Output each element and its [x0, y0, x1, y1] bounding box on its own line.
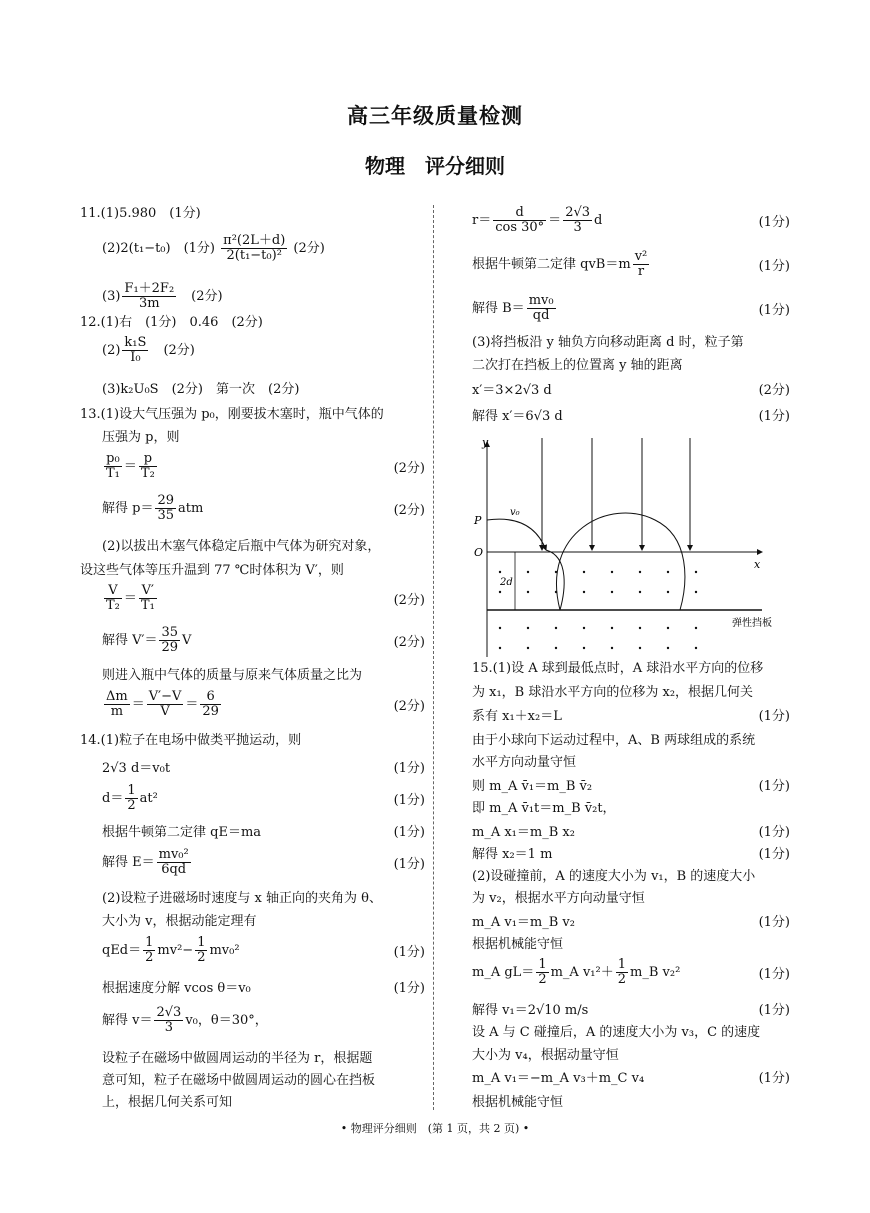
- q11-3-fraction: $\frac{\text{F₁＋2F₂}}{3m}$: [124, 281, 175, 311]
- q12-part3: (3)k₂U₀S (2分) 第一次 (2分): [102, 382, 300, 397]
- score: (1分): [393, 793, 425, 808]
- p-label: P: [474, 514, 482, 527]
- q11-part2: [80, 234, 425, 263]
- q11-fraction: $\frac{\text{π²(2L＋d)}}{\text{2(t₁−t₀)²}}$: [223, 233, 286, 263]
- q13-line-d: 设这些气体等压升温到 77 ℃时体积为 V′，则: [80, 563, 344, 578]
- origin-label: O: [474, 546, 484, 559]
- score: (1分): [758, 825, 790, 840]
- q14-eq1: 2√3 d＝v₀t (1分): [102, 761, 425, 776]
- 2d-label: 2d: [500, 577, 513, 588]
- plate-label: 弹性挡板: [732, 618, 772, 629]
- q13-eq3: $\frac{V}{\text{T₂}}$ ＝ $\frac{V'}{\text{T₁}}$ (2分): [106, 583, 425, 613]
- q14-eq3: 根据牛顿第二定律 qE＝ma (1分): [102, 825, 425, 840]
- q14-eq2: d＝ $\frac{1}{2}$ at² (1分): [102, 783, 425, 813]
- score: (1分): [393, 825, 425, 840]
- r-line4a: (3)将挡板沿 y 轴负方向移动距离 d 时，粒子第: [472, 335, 744, 350]
- r-line4b: 二次打在挡板上的位置离 y 轴的距离: [472, 358, 683, 373]
- q15-line-s: 根据机械能守恒: [472, 1095, 564, 1110]
- q13-line-b: 压强为 p，则: [102, 430, 180, 445]
- score: (1分): [393, 857, 425, 872]
- y-label: y: [482, 436, 489, 449]
- q14-line-a: 14.(1)粒子在电场中做类平抛运动，则: [80, 733, 302, 748]
- q15-line-m: 根据机械能守恒: [472, 937, 564, 952]
- q14-line-f: 上，根据几何关系可知: [102, 1095, 233, 1110]
- score: (1分): [758, 709, 790, 724]
- q13-eq2: 解得 p＝ $\frac{29}{35}$ atm (2分): [102, 493, 425, 523]
- q14-eq4: 解得 E＝ $\frac{\text{mv₀²}}{6qd}$ (1分): [102, 847, 425, 877]
- score: (2分): [758, 383, 790, 398]
- q13-eq5: $\frac{\Delta m}{m}$ ＝ $\frac{V'-V}{V}$ ＝ $\frac{6}{29}$ (2分): [106, 689, 425, 719]
- column-divider: [433, 205, 434, 1110]
- score: (2分): [393, 635, 425, 650]
- arc-segment: [546, 550, 564, 610]
- score: (2分): [393, 593, 425, 608]
- score: (1分): [758, 1071, 790, 1086]
- q14-line-b: (2)设粒子进磁场时速度与 x 轴正向的夹角为 θ、: [102, 891, 382, 906]
- r-eq6: 解得 x′＝6√3 d (1分): [472, 409, 790, 424]
- score: (1分): [758, 409, 790, 424]
- q14-eq6: 根据速度分解 vcos θ＝v₀ (1分): [102, 981, 425, 996]
- score: (1分): [758, 967, 790, 982]
- q15-line-k: 为 v₂，根据水平方向动量守恒: [472, 891, 645, 906]
- score: (2分): [163, 343, 195, 358]
- r-eq5: x′＝3×2√3 d (2分): [472, 383, 790, 398]
- r-eq2: 根据牛顿第二定律 qvB＝m $\frac{\text{v²}}{r}$ (1分): [472, 249, 790, 279]
- x-label: x: [754, 558, 761, 571]
- q14-eq5: qEd＝ $\frac{1}{2}$ mv²− $\frac{1}{2}$ mv₀² (1分): [102, 935, 425, 965]
- q15-line-l: m_A v₁＝m_B v₂ (1分): [472, 915, 790, 930]
- score: (1分): [758, 259, 790, 274]
- q15-line-o: 解得 v₁＝2√10 m/s (1分): [472, 1003, 790, 1018]
- q11-part3: (3) $\frac{\text{F₁＋2F₂}}{3m}$ (2分): [102, 281, 223, 311]
- score: (1分): [393, 981, 425, 996]
- q13-line-c: (2)以拔出木塞气体稳定后瓶中气体为研究对象，: [102, 539, 381, 554]
- q12-part2: (2) $\frac{\text{k₁S}}{\text{I₀}}$ (2分): [102, 335, 195, 365]
- q14-eq7: 解得 v＝ $\frac{2√3}{3}$ v₀，θ＝30°，: [102, 1005, 268, 1035]
- score: (2分): [393, 461, 425, 476]
- score: (1分): [393, 945, 425, 960]
- score: (2分): [393, 699, 425, 714]
- score: (1分): [758, 847, 790, 862]
- q15-line-d: 由于小球向下运动过程中，A、B 两球组成的系统: [472, 733, 756, 748]
- q14-line-c: 大小为 v，根据动能定理有: [102, 914, 257, 929]
- r-eq3: 解得 B＝ $\frac{\text{mv₀}}{qd}$ (1分): [472, 293, 790, 323]
- page-subtitle: 物理 评分细则: [365, 154, 505, 178]
- circular-path: [556, 513, 684, 610]
- score: (1分): [393, 761, 425, 776]
- q15-line-j: (2)设碰撞前，A 的速度大小为 v₁，B 的速度大小: [472, 869, 756, 884]
- page-title: 高三年级质量检测: [347, 103, 523, 128]
- score: (2分): [393, 503, 425, 518]
- q15-line-i: 解得 x₂＝1 m (1分): [472, 847, 790, 862]
- score: (1分): [758, 303, 790, 318]
- q15-line-f: 则 m_A v̄₁＝m_B v̄₂ (1分): [472, 779, 790, 794]
- electric-field-arrows: [542, 438, 690, 550]
- parabolic-path: [487, 519, 546, 550]
- page-footer: • 物理评分细则 (第 1 页，共 2 页) •: [340, 1122, 530, 1135]
- q14-line-e: 意可知，粒子在磁场中做圆周运动的圆心在挡板: [102, 1073, 376, 1088]
- q13-line-f: 则进入瓶中气体的质量与原来气体质量之比为: [102, 668, 363, 683]
- q15-line-a: 15.(1)设 A 球到最低点时，A 球沿水平方向的位移: [472, 661, 764, 676]
- q15-line-g: 即 m_A v̄₁t＝m_B v̄₂t，: [472, 801, 616, 816]
- q15-line-r: m_A v₁＝−m_A v₃＋m_C v₄ (1分): [472, 1071, 790, 1086]
- score: (1分): [758, 215, 790, 230]
- score: (2分): [293, 241, 325, 256]
- q13-eq1: $\frac{\text{p₀}}{\text{T₁}}$ ＝ $\frac{p}{\text{T₂}}$ (2分): [106, 451, 425, 481]
- q13-line-a: 13.(1)设大气压强为 p₀，刚要拔木塞时，瓶中气体的: [80, 407, 384, 422]
- q12-fraction: $\frac{\text{k₁S}}{\text{I₀}}$: [124, 335, 147, 365]
- q14-line-d: 设粒子在磁场中做圆周运动的半径为 r，根据题: [102, 1051, 373, 1066]
- score: (1分): [758, 779, 790, 794]
- q11-part1: 11.(1)5.980 (1分): [80, 206, 201, 221]
- q15-line-e: 水平方向动量守恒: [472, 755, 577, 770]
- score: (1分): [758, 915, 790, 930]
- q11-part2-a: (2)2(t₁−t₀) (1分): [102, 241, 216, 256]
- q15-line-q: 大小为 v₄，根据动量守恒: [472, 1048, 619, 1063]
- v0-label: v₀: [510, 507, 520, 518]
- q15-line-c: 系有 x₁＋x₂＝L (1分): [472, 709, 790, 724]
- r-eq1: r＝ $\frac{d}{\cos 30^\circ}$ ＝ $\frac{2√3}{3}$ d (1分): [472, 205, 790, 235]
- score: (2分): [191, 289, 223, 304]
- q12-part1: 12.(1)右 (1分) 0.46 (2分): [80, 315, 263, 330]
- magnetic-field-diagram: [470, 432, 790, 662]
- q15-line-b: 为 x₁，B 球沿水平方向的位移为 x₂，根据几何关: [472, 685, 754, 700]
- score: (1分): [758, 1003, 790, 1018]
- q15-line-h: m_A x₁＝m_B x₂ (1分): [472, 825, 790, 840]
- q15-line-p: 设 A 与 C 碰撞后，A 的速度大小为 v₃，C 的速度: [472, 1025, 761, 1040]
- q13-eq4: 解得 V′＝ $\frac{35}{29}$ V (2分): [102, 625, 425, 655]
- q15-line-n: m_A gL＝ $\frac{1}{2}$ m_A v₁²＋ $\frac{1}{2}$ m_B v₂² (1分): [472, 957, 790, 987]
